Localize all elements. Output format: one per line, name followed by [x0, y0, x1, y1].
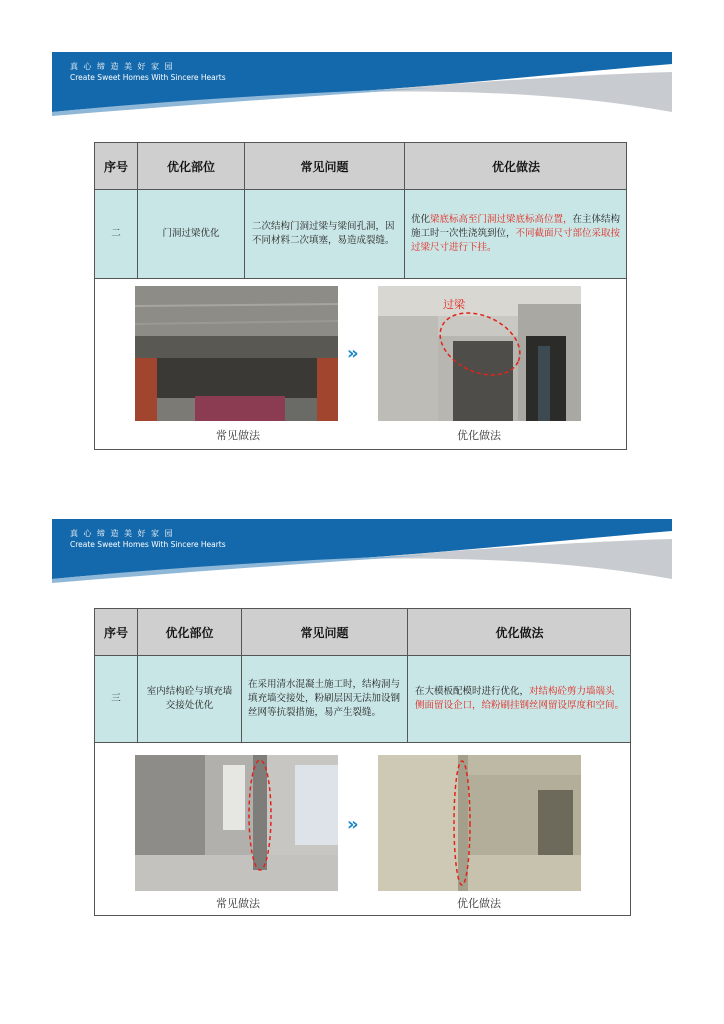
method-text: 在主体结构施工时一次性浇筑到位， — [411, 214, 621, 239]
header-no: 序号 — [103, 625, 128, 640]
photo-annotation-label: 过梁 — [443, 298, 465, 311]
header-method: 优化做法 — [495, 625, 544, 640]
photo-optimized-practice — [378, 755, 581, 891]
banner-slogan-cn: 真心缔造美好家园 — [70, 62, 178, 71]
header-no: 序号 — [103, 159, 128, 174]
optimization-table-1 — [94, 142, 627, 450]
caption-common: 常见做法 — [216, 429, 260, 442]
banner-1 — [52, 52, 672, 116]
row-no: 二 — [111, 228, 121, 239]
double-chevron-icon: » — [347, 343, 355, 364]
photo-optimized-practice — [378, 286, 581, 421]
row-method — [408, 656, 631, 742]
method-highlight: 对结构砼剪力墙端头侧面留设企口，给粉刷挂钢丝网留设厚度和空间。 — [415, 686, 625, 711]
method-highlight: 梁底标高至门洞过梁底标高位置， — [430, 214, 573, 225]
caption-optimized: 优化做法 — [457, 429, 501, 442]
header-location: 优化部位 — [166, 159, 215, 174]
row-location: 室内结构砼与填充墙交接处优化 — [146, 686, 233, 711]
optimization-table-2 — [94, 608, 631, 916]
row-no: 三 — [111, 693, 121, 704]
header-problem: 常见问题 — [300, 159, 349, 174]
banner-slogan-en: Create Sweet Homes With Sincere Hearts — [70, 73, 226, 82]
method-text: 在大模板配模时进行优化， — [415, 686, 530, 697]
table-body-row — [95, 190, 626, 279]
caption-common: 常见做法 — [216, 897, 260, 910]
table-header-row — [95, 609, 630, 656]
table-header-row — [95, 143, 626, 190]
row-problem: 在采用清水混凝土施工时，结构洞与填充墙交接处，粉刷层因无法加设钢丝网等抗裂措施，易产生裂缝。 — [248, 679, 401, 718]
double-chevron-icon: » — [347, 814, 355, 835]
banner-slogan-cn: 真心缔造美好家园 — [70, 529, 178, 538]
method-highlight: 不同截面尺寸部位采取按过梁尺寸进行下挂。 — [411, 228, 621, 253]
header-method: 优化做法 — [491, 159, 540, 174]
row-location: 门洞过梁优化 — [162, 228, 220, 239]
table-body-row — [95, 656, 630, 743]
header-location: 优化部位 — [165, 625, 214, 640]
photo-common-practice — [135, 755, 338, 891]
photo-common-practice — [135, 286, 338, 421]
method-text: 优化 — [411, 214, 431, 225]
banner-2 — [52, 519, 672, 583]
banner-slogan-en: Create Sweet Homes With Sincere Hearts — [70, 540, 226, 549]
row-problem: 二次结构门洞过梁与梁间孔洞，因不同材料二次填塞，易造成裂缝。 — [252, 221, 395, 246]
row-method — [405, 190, 627, 278]
header-problem: 常见问题 — [300, 625, 349, 640]
caption-optimized: 优化做法 — [457, 897, 501, 910]
